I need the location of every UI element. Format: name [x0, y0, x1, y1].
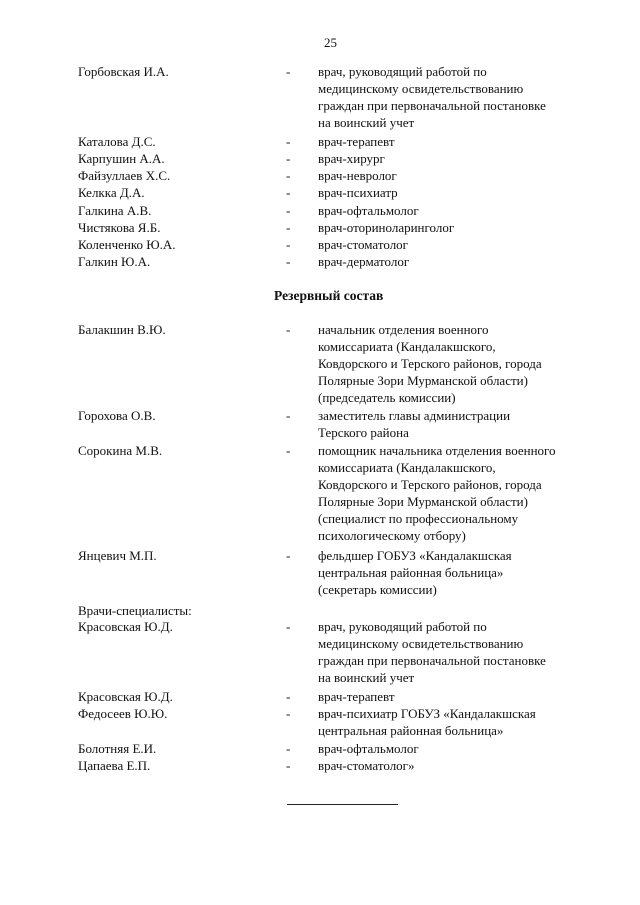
member-role-line: врач-оториноларинголог — [318, 220, 455, 235]
member-dash: - — [286, 741, 291, 756]
member-name: Файзуллаев Х.С. — [78, 168, 171, 183]
member-dash: - — [286, 64, 291, 79]
member-role-line: врач-хирург — [318, 151, 385, 166]
member-role-line: Полярные Зори Мурманской области) — [318, 373, 528, 388]
member-role-line: врач-психиатр — [318, 185, 398, 200]
member-role-line: врач, руководящий работой по — [318, 64, 487, 79]
member-role — [318, 219, 610, 236]
member-role — [318, 184, 610, 201]
member-dash: - — [286, 443, 291, 458]
member-role — [318, 547, 610, 598]
member-dash: - — [286, 151, 291, 166]
reserve-heading: Резервный состав — [274, 288, 384, 303]
member-role-line: граждан при первоначальной постановке — [318, 653, 546, 668]
member-dash: - — [286, 619, 291, 634]
page-number: 25 — [324, 35, 337, 50]
member-name: Келкка Д.А. — [78, 185, 145, 200]
member-name: Янцевич М.П. — [78, 548, 157, 563]
member-role-line: врач, руководящий работой по — [318, 619, 487, 634]
member-name: Федосеев Ю.Ю. — [78, 706, 168, 721]
member-dash: - — [286, 689, 291, 704]
member-role-line: (председатель комиссии) — [318, 390, 456, 405]
member-name: Цапаева Е.П. — [78, 758, 151, 773]
member-dash: - — [286, 408, 291, 423]
member-role-line: медицинскому освидетельствованию — [318, 636, 524, 651]
member-role-line: на воинский учет — [318, 670, 415, 685]
member-role — [318, 757, 610, 774]
member-dash: - — [286, 237, 291, 252]
member-name: Чистякова Я.Б. — [78, 220, 161, 235]
member-role-line: Полярные Зори Мурманской области) — [318, 494, 528, 509]
member-role-line: заместитель главы администрации — [318, 408, 511, 423]
member-name: Красовская Ю.Д. — [78, 689, 173, 704]
member-role — [318, 150, 610, 167]
member-dash: - — [286, 185, 291, 200]
member-dash: - — [286, 254, 291, 269]
member-role-line: врач-терапевт — [318, 689, 395, 704]
member-dash: - — [286, 758, 291, 773]
member-role — [318, 618, 610, 686]
member-role — [318, 133, 610, 150]
member-role — [318, 740, 610, 757]
member-role-line: Ковдорского и Терского районов, города — [318, 356, 542, 371]
member-name: Балакшин В.Ю. — [78, 322, 166, 337]
member-role — [318, 63, 610, 131]
member-role-line: комиссариата (Кандалакшского, — [318, 460, 496, 475]
member-name: Болотняя Е.И. — [78, 741, 157, 756]
member-role-line: Ковдорского и Терского районов, города — [318, 477, 542, 492]
member-role — [318, 705, 610, 739]
member-role-line: (секретарь комиссии) — [318, 582, 437, 597]
member-role-line: Терского района — [318, 425, 409, 440]
member-name: Карпушин А.А. — [78, 151, 165, 166]
member-name: Галкин Ю.А. — [78, 254, 151, 269]
member-role — [318, 321, 610, 406]
member-role — [318, 407, 610, 441]
member-role-line: на воинский учет — [318, 115, 415, 130]
member-name: Сорокина М.В. — [78, 443, 163, 458]
member-name: Галкина А.В. — [78, 203, 152, 218]
member-role-line: центральная районная больница» — [318, 565, 504, 580]
end-separator-line — [287, 804, 398, 805]
member-dash: - — [286, 706, 291, 721]
member-role-line: врач-стоматолог — [318, 237, 409, 252]
member-name: Коленченко Ю.А. — [78, 237, 176, 252]
doctors-specialists-label: Врачи-специалисты: — [78, 603, 192, 618]
member-role-line: медицинскому освидетельствованию — [318, 81, 524, 96]
member-role-line: (специалист по профессиональному — [318, 511, 519, 526]
member-role — [318, 202, 610, 219]
member-role-line: граждан при первоначальной постановке — [318, 98, 546, 113]
member-dash: - — [286, 548, 291, 563]
member-role-line: психологическому отбору) — [318, 528, 466, 543]
member-role-line: начальник отделения военного — [318, 322, 489, 337]
member-role-line: врач-дерматолог — [318, 254, 410, 269]
member-role — [318, 236, 610, 253]
member-dash: - — [286, 220, 291, 235]
member-role-line: врач-стоматолог» — [318, 758, 415, 773]
member-dash: - — [286, 168, 291, 183]
member-role-line: помощник начальника отделения военного — [318, 443, 556, 458]
member-role — [318, 442, 610, 544]
member-role — [318, 688, 610, 705]
member-name: Горбовская И.А. — [78, 64, 169, 79]
member-dash: - — [286, 322, 291, 337]
member-role-line: центральная районная больница» — [318, 723, 504, 738]
member-role-line: врач-терапевт — [318, 134, 395, 149]
member-role-line: врач-офтальмолог — [318, 741, 419, 756]
member-role-line: врач-невролог — [318, 168, 397, 183]
member-role — [318, 253, 610, 270]
member-role-line: фельдшер ГОБУЗ «Кандалакшская — [318, 548, 512, 563]
member-dash: - — [286, 203, 291, 218]
member-dash: - — [286, 134, 291, 149]
member-name: Каталова Д.С. — [78, 134, 156, 149]
member-name: Красовская Ю.Д. — [78, 619, 173, 634]
member-role — [318, 167, 610, 184]
member-role-line: врач-психиатр ГОБУЗ «Кандалакшская — [318, 706, 536, 721]
member-name: Горохова О.В. — [78, 408, 156, 423]
member-role-line: врач-офтальмолог — [318, 203, 419, 218]
member-role-line: комиссариата (Кандалакшского, — [318, 339, 496, 354]
